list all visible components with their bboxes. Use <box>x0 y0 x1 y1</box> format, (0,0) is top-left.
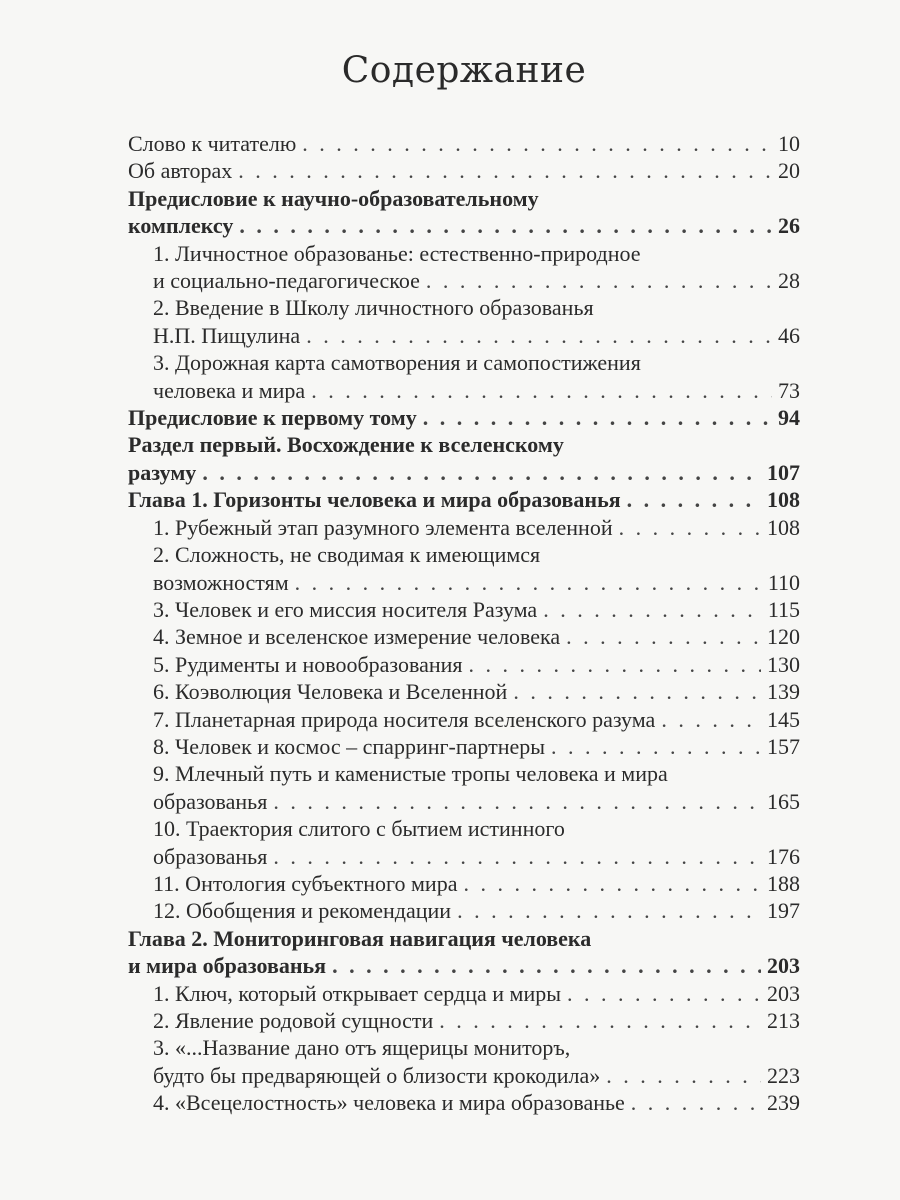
dot-leader <box>238 157 772 184</box>
toc-page-number: 130 <box>767 651 800 677</box>
toc-entry <box>128 815 800 870</box>
toc-entry <box>128 870 800 897</box>
toc-entry-text: будто бы предваряющей о близости крокодила» <box>153 1062 601 1088</box>
toc-entry <box>128 1007 800 1034</box>
dot-leader <box>302 130 772 157</box>
dot-leader <box>566 623 761 650</box>
toc-entry-row <box>153 897 800 924</box>
dot-leader <box>295 569 762 596</box>
dot-leader <box>627 486 761 513</box>
toc-entry-row <box>153 514 800 541</box>
toc-entry-text: 3. Человек и его миссия носителя Разума <box>153 596 538 622</box>
toc-page-number: 28 <box>778 268 800 294</box>
toc-page-number: 110 <box>767 569 800 595</box>
toc-page-number: 239 <box>767 1090 800 1116</box>
toc-entry-row <box>128 130 800 157</box>
dot-leader <box>551 733 761 760</box>
toc-entry <box>128 760 800 815</box>
toc-page-number: 145 <box>767 706 800 732</box>
toc-page-number: 203 <box>767 953 800 979</box>
toc-page-number: 213 <box>767 1008 800 1033</box>
toc-entry-text: 1. Ключ, который открывает сердца и миры <box>153 980 561 1006</box>
dot-leader <box>463 870 761 897</box>
page-title: Содержание <box>341 50 587 91</box>
toc-page-number: 203 <box>767 980 800 1006</box>
toc-entry <box>128 240 800 295</box>
dot-leader <box>457 897 761 924</box>
toc-entry-text: 3. «...Название дано отъ ящерицы мониторъ, <box>153 1035 571 1061</box>
dot-leader <box>273 843 761 870</box>
toc-entry <box>128 925 800 980</box>
toc-entry-text: 8. Человек и космос – спарринг-партнеры <box>153 733 546 759</box>
toc-entry-row <box>153 733 800 760</box>
dot-leader <box>606 1062 761 1089</box>
toc-entry-text: 4. «Всецелостность» человека и мира образованье <box>153 1090 625 1116</box>
toc-entry-row <box>128 486 800 513</box>
toc-entry-text: Слово к читателю <box>128 131 297 156</box>
dot-leader <box>273 788 761 815</box>
toc-entry-row <box>153 377 800 404</box>
toc-entry-row <box>128 459 800 486</box>
toc-entry <box>128 1034 800 1089</box>
toc-entry-text: 11. Онтология субъектного мира <box>153 870 458 896</box>
toc-entry-text: 4. Земное и вселенское измерение человека <box>153 624 561 650</box>
toc-entry-row <box>153 596 800 623</box>
toc-entry-text: Глава 1. Горизонты человека и мира образованья <box>128 487 621 513</box>
table-of-contents <box>128 130 800 1117</box>
dot-leader <box>619 514 761 541</box>
toc-entry-row <box>153 1062 800 1089</box>
dot-leader <box>423 404 772 431</box>
toc-entry-text: 2. Введение в Школу личностного образованья <box>153 295 594 321</box>
toc-entry-row <box>153 870 800 897</box>
toc-entry <box>128 349 800 404</box>
dot-leader <box>469 651 761 678</box>
toc-page-number: 26 <box>778 213 800 239</box>
toc-entry-text: Предисловие к научно-образовательному <box>128 185 539 211</box>
toc-entry <box>128 185 800 240</box>
toc-entry-row <box>128 952 800 979</box>
toc-page-number: 188 <box>767 870 800 896</box>
toc-entry <box>128 733 800 760</box>
toc-entry <box>128 514 800 541</box>
toc-entry-text: Н.П. Пищулина <box>153 322 301 348</box>
toc-entry-text: 5. Рудименты и новообразования <box>153 651 463 677</box>
dot-leader <box>306 322 772 349</box>
toc-page-number: 10 <box>778 131 800 156</box>
dot-leader <box>426 267 772 294</box>
toc-entry <box>128 1089 800 1116</box>
toc-page-number: 165 <box>767 788 800 814</box>
toc-entry <box>128 678 800 705</box>
toc-entry-text: Предисловие к первому тому <box>128 405 417 431</box>
toc-page-number: 108 <box>767 514 800 540</box>
toc-page-number: 157 <box>767 733 800 759</box>
toc-entry-text: 9. Млечный путь и каменистые тропы человека и мира <box>153 761 668 787</box>
toc-entry-text: 10. Траектория слитого с бытием истинного <box>153 816 565 842</box>
toc-page-number: 197 <box>767 898 800 924</box>
toc-entry <box>128 157 800 184</box>
toc-page-number: 73 <box>778 377 800 403</box>
toc-page-number: 94 <box>778 405 800 431</box>
dot-leader <box>311 377 772 404</box>
toc-entry <box>128 623 800 650</box>
toc-page-number: 107 <box>767 459 800 485</box>
dot-leader <box>239 212 772 239</box>
toc-entry-text: 3. Дорожная карта самотворения и самопостижения <box>153 350 641 376</box>
dot-leader <box>439 1007 761 1034</box>
toc-entry-row <box>153 788 800 815</box>
toc-entry-text: образованья <box>153 788 268 814</box>
toc-entry-text: образованья <box>153 843 268 869</box>
toc-page-number: 108 <box>767 487 800 513</box>
toc-entry-text: 2. Явление родовой сущности <box>153 1008 434 1033</box>
dot-leader <box>543 596 762 623</box>
toc-entry-text: 12. Обобщения и рекомендации <box>153 898 452 924</box>
dot-leader <box>661 706 761 733</box>
toc-entry-text: Об авторах <box>128 158 233 184</box>
toc-entry <box>128 980 800 1007</box>
toc-entry <box>128 130 800 157</box>
toc-entry <box>128 404 800 431</box>
toc-entry <box>128 541 800 596</box>
toc-entry <box>128 294 800 349</box>
toc-entry-row <box>153 1089 800 1116</box>
toc-entry-row <box>153 706 800 733</box>
toc-entry <box>128 486 800 513</box>
toc-entry-text: возможностям <box>153 569 289 595</box>
toc-page-number: 46 <box>778 322 800 348</box>
toc-entry-text: и мира образованья <box>128 953 327 979</box>
toc-entry <box>128 651 800 678</box>
toc-entry-text: 7. Планетарная природа носителя вселенского разума <box>153 706 656 732</box>
toc-entry <box>128 706 800 733</box>
toc-entry-row <box>153 267 800 294</box>
toc-entry-text: разуму <box>128 459 197 485</box>
toc-entry-text: комплексу <box>128 213 234 239</box>
toc-entry-text: 6. Коэволюция Человека и Вселенной <box>153 679 508 705</box>
toc-entry-text: 1. Рубежный этап разумного элемента вселенной <box>153 514 613 540</box>
toc-entry-row <box>128 157 800 184</box>
toc-entry-text: 2. Сложность, не сводимая к имеющимся <box>153 542 541 568</box>
toc-entry-row <box>153 843 800 870</box>
toc-entry <box>128 897 800 924</box>
dot-leader <box>202 459 761 486</box>
toc-entry-row <box>153 1007 800 1034</box>
toc-entry-text: Раздел первый. Восхождение к вселенскому <box>128 432 564 458</box>
toc-page-number: 120 <box>767 624 800 650</box>
toc-entry <box>128 596 800 623</box>
toc-entry-row <box>128 212 800 239</box>
toc-entry-row <box>128 404 800 431</box>
dot-leader <box>513 678 761 705</box>
dot-leader <box>631 1089 761 1116</box>
dot-leader <box>332 952 761 979</box>
toc-entry-text: Глава 2. Мониторинговая навигация человека <box>128 925 592 951</box>
toc-page-number: 139 <box>767 679 800 705</box>
dot-leader <box>567 980 761 1007</box>
toc-entry <box>128 431 800 486</box>
toc-entry-row <box>153 322 800 349</box>
toc-entry-row <box>153 651 800 678</box>
toc-entry-text: человека и мира <box>153 377 306 403</box>
toc-page-number: 176 <box>767 843 800 869</box>
toc-entry-row <box>153 623 800 650</box>
toc-entry-row <box>153 569 800 596</box>
toc-entry-row <box>153 980 800 1007</box>
toc-entry-row <box>153 678 800 705</box>
toc-page-number: 223 <box>767 1062 800 1088</box>
toc-page-number: 115 <box>767 596 800 622</box>
toc-page-number: 20 <box>778 158 800 184</box>
toc-entry-text: 1. Личностное образованье: естественно-природное <box>153 240 641 266</box>
toc-entry-text: и социально-педагогическое <box>153 268 420 294</box>
